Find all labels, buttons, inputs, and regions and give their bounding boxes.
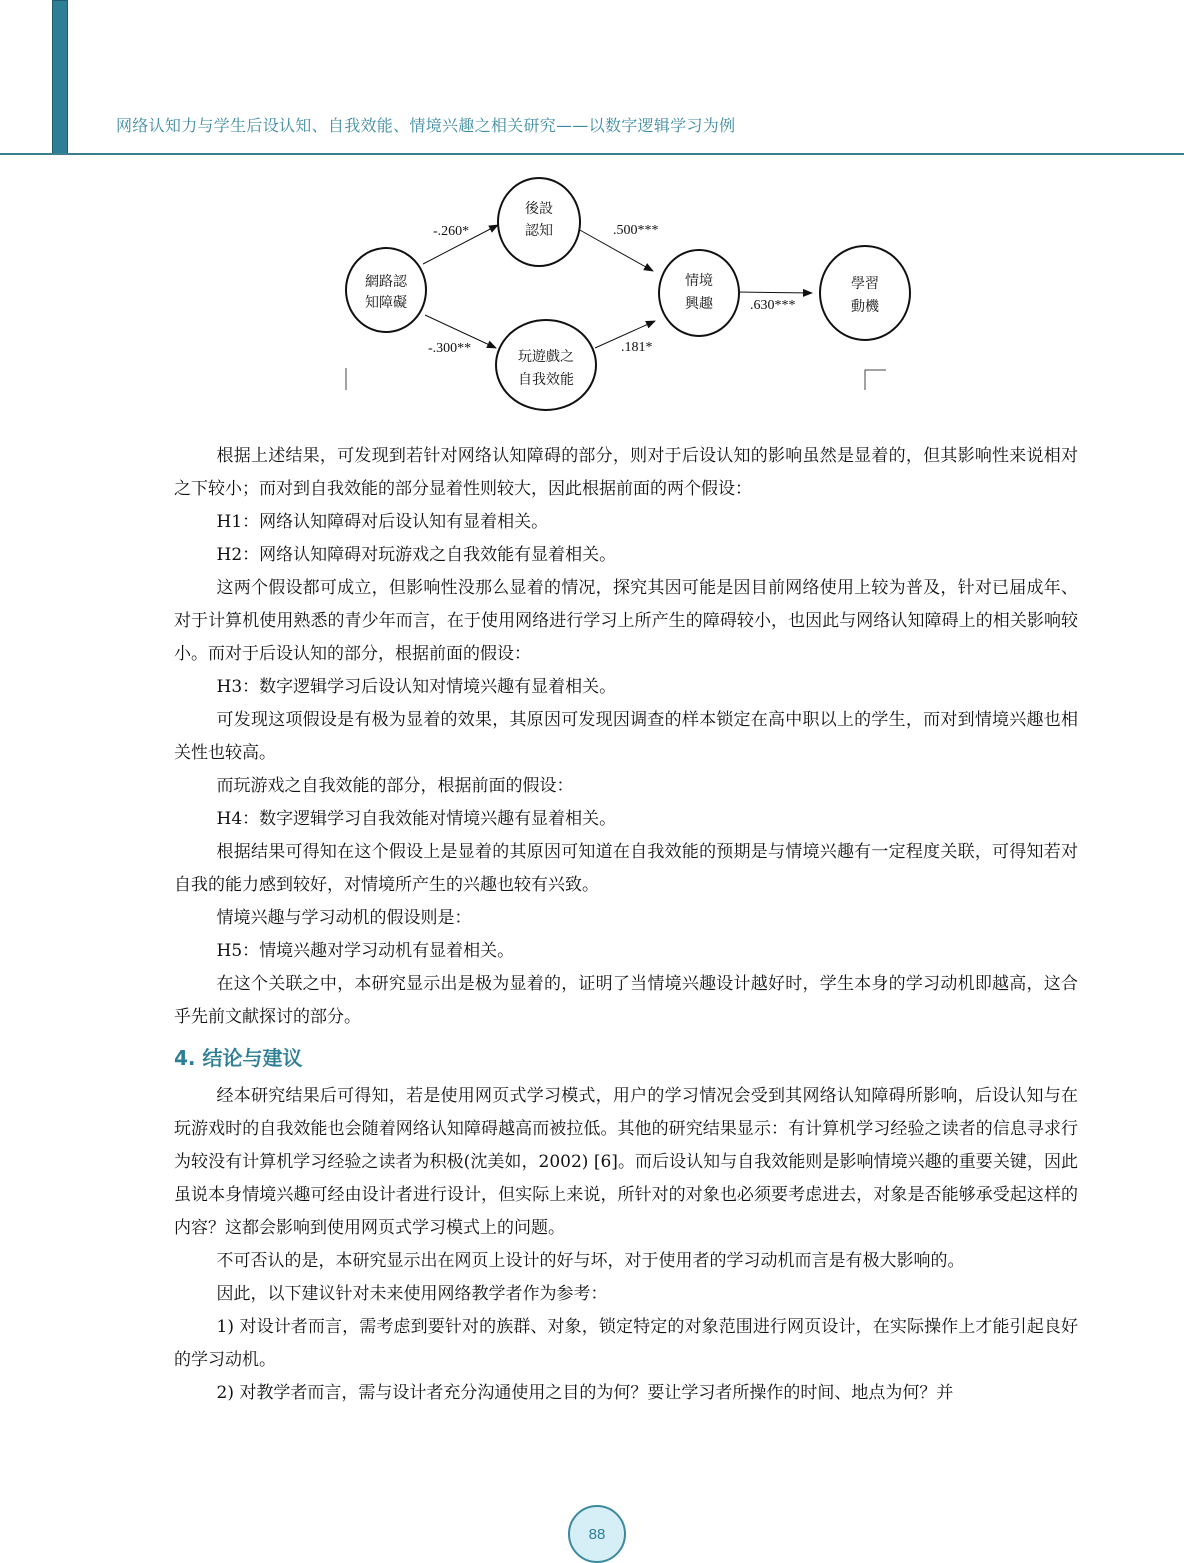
paragraph: 经本研究结果后可得知，若是使用网页式学习模式，用户的学习情况会受到其网络认知障碍所影响，后设认知与在玩游戏时的自我效能也会随着网络认知障碍越高而被拉低。其他的研究结果显示：有计算机学习经验之读者的信息寻求行为较没有计算机学习经验之读者为积极(沈美如，2002) [6]。而后设认知与自我效能则是影响情境兴趣的重要关键，因此虽说本身情境兴趣可经由设计者进行设计，但实际上来说，所针对的对象也必须要考虑进去，对象是否能够承受起这样的内容？这都会影响到使用网页式学习模式上的问题。 [174, 1086, 1078, 1238]
node-label: 動機 [851, 299, 879, 315]
hypothesis: H2：网络认知障碍对玩游戏之自我效能有显着相关。 [216, 545, 617, 565]
edge-4-5 [738, 292, 812, 293]
list-item: 2) 对教学者而言，需与设计者充分沟通使用之目的为何？要让学习者所操作的时间、地点为何？并 [216, 1383, 954, 1403]
node-label: 知障礙 [365, 295, 407, 311]
node-label: 學習 [851, 276, 879, 292]
page-number: 88 [568, 1505, 626, 1563]
node-label: 興趣 [685, 296, 713, 312]
paragraph: 情境兴趣与学习动机的假设则是： [216, 908, 472, 928]
edge-label: .500*** [613, 223, 659, 238]
hypothesis: H3：数字逻辑学习后设认知对情境兴趣有显着相关。 [216, 677, 617, 697]
node-label: 自我效能 [518, 372, 574, 388]
node-metacognition [498, 178, 580, 266]
paragraph: 在这个关联之中，本研究显示出是极为显着的，证明了当情境兴趣设计越好时，学生本身的学习动机即越高，这合乎先前文献探讨的部分。 [174, 974, 1078, 1027]
node-label: 認知 [525, 223, 553, 239]
paragraph: 可发现这项假设是有极为显着的效果，其原因可发现因调查的样本锁定在高中职以上的学生，而对到情境兴趣也相关性也较高。 [174, 710, 1078, 763]
paragraph: 因此，以下建议针对未来使用网络教学者作为参考： [216, 1284, 608, 1304]
node-label: 後設 [525, 201, 553, 217]
node-label: 玩遊戲之 [518, 349, 574, 365]
paragraph: 这两个假设都可成立，但影响性没那么显着的情况，探究其因可能是因目前网络使用上较为普及，针对已届成年、对于计算机使用熟悉的青少年而言，在于使用网络进行学习上所产生的障碍较小，也因此与网络认知障碍上的相关影响较小。而对于后设认知的部分，根据前面的假设： [174, 578, 1078, 664]
edge-label: -.260* [433, 224, 470, 239]
edge-label: -.300** [428, 341, 472, 356]
crop-mark [865, 370, 886, 390]
hypothesis: H5：情境兴趣对学习动机有显着相关。 [216, 941, 515, 961]
paragraph: 不可否认的是，本研究显示出在网页上设计的好与坏，对于使用者的学习动机而言是有极大影响的。 [216, 1251, 965, 1271]
body-text [174, 440, 1078, 1410]
edge-label: .630*** [750, 298, 796, 313]
running-title: 网络认知力与学生后设认知、自我效能、情境兴趣之相关研究——以数字逻辑学习为例 [116, 116, 736, 135]
path-diagram [330, 170, 930, 420]
paragraph: 根据上述结果，可发现到若针对网络认知障碍的部分，则对于后设认知的影响虽然是显着的，但其影响性来说相对之下较小；而对到自我效能的部分显着性则较大，因此根据前面的两个假设： [174, 446, 1078, 499]
section-heading: 4. 结论与建议 [174, 1046, 303, 1070]
paragraph: 根据结果可得知在这个假设上是显着的其原因可知道在自我效能的预期是与情境兴趣有一定程度关联，可得知若对自我的能力感到较好，对情境所产生的兴趣也较有兴致。 [174, 842, 1078, 895]
node-situational-interest [659, 250, 739, 336]
node-learning-motivation [820, 246, 910, 340]
hypothesis: H1：网络认知障碍对后设认知有显着相关。 [216, 512, 549, 532]
node-game-self-efficacy [496, 320, 596, 410]
list-item: 1) 对设计者而言，需考虑到要针对的族群、对象，锁定特定的对象范围进行网页设计，在实际操作上才能引起良好的学习动机。 [174, 1317, 1078, 1370]
header-accent-bar [52, 0, 68, 154]
node-label: 情境 [685, 273, 713, 289]
node-network-cognition-barrier [346, 248, 426, 332]
edge-label: .181* [621, 340, 653, 355]
header-rule [0, 153, 1184, 155]
paragraph: 而玩游戏之自我效能的部分，根据前面的假设： [216, 776, 574, 796]
node-label: 網路認 [365, 274, 407, 290]
hypothesis: H4：数字逻辑学习自我效能对情境兴趣有显着相关。 [216, 809, 617, 829]
